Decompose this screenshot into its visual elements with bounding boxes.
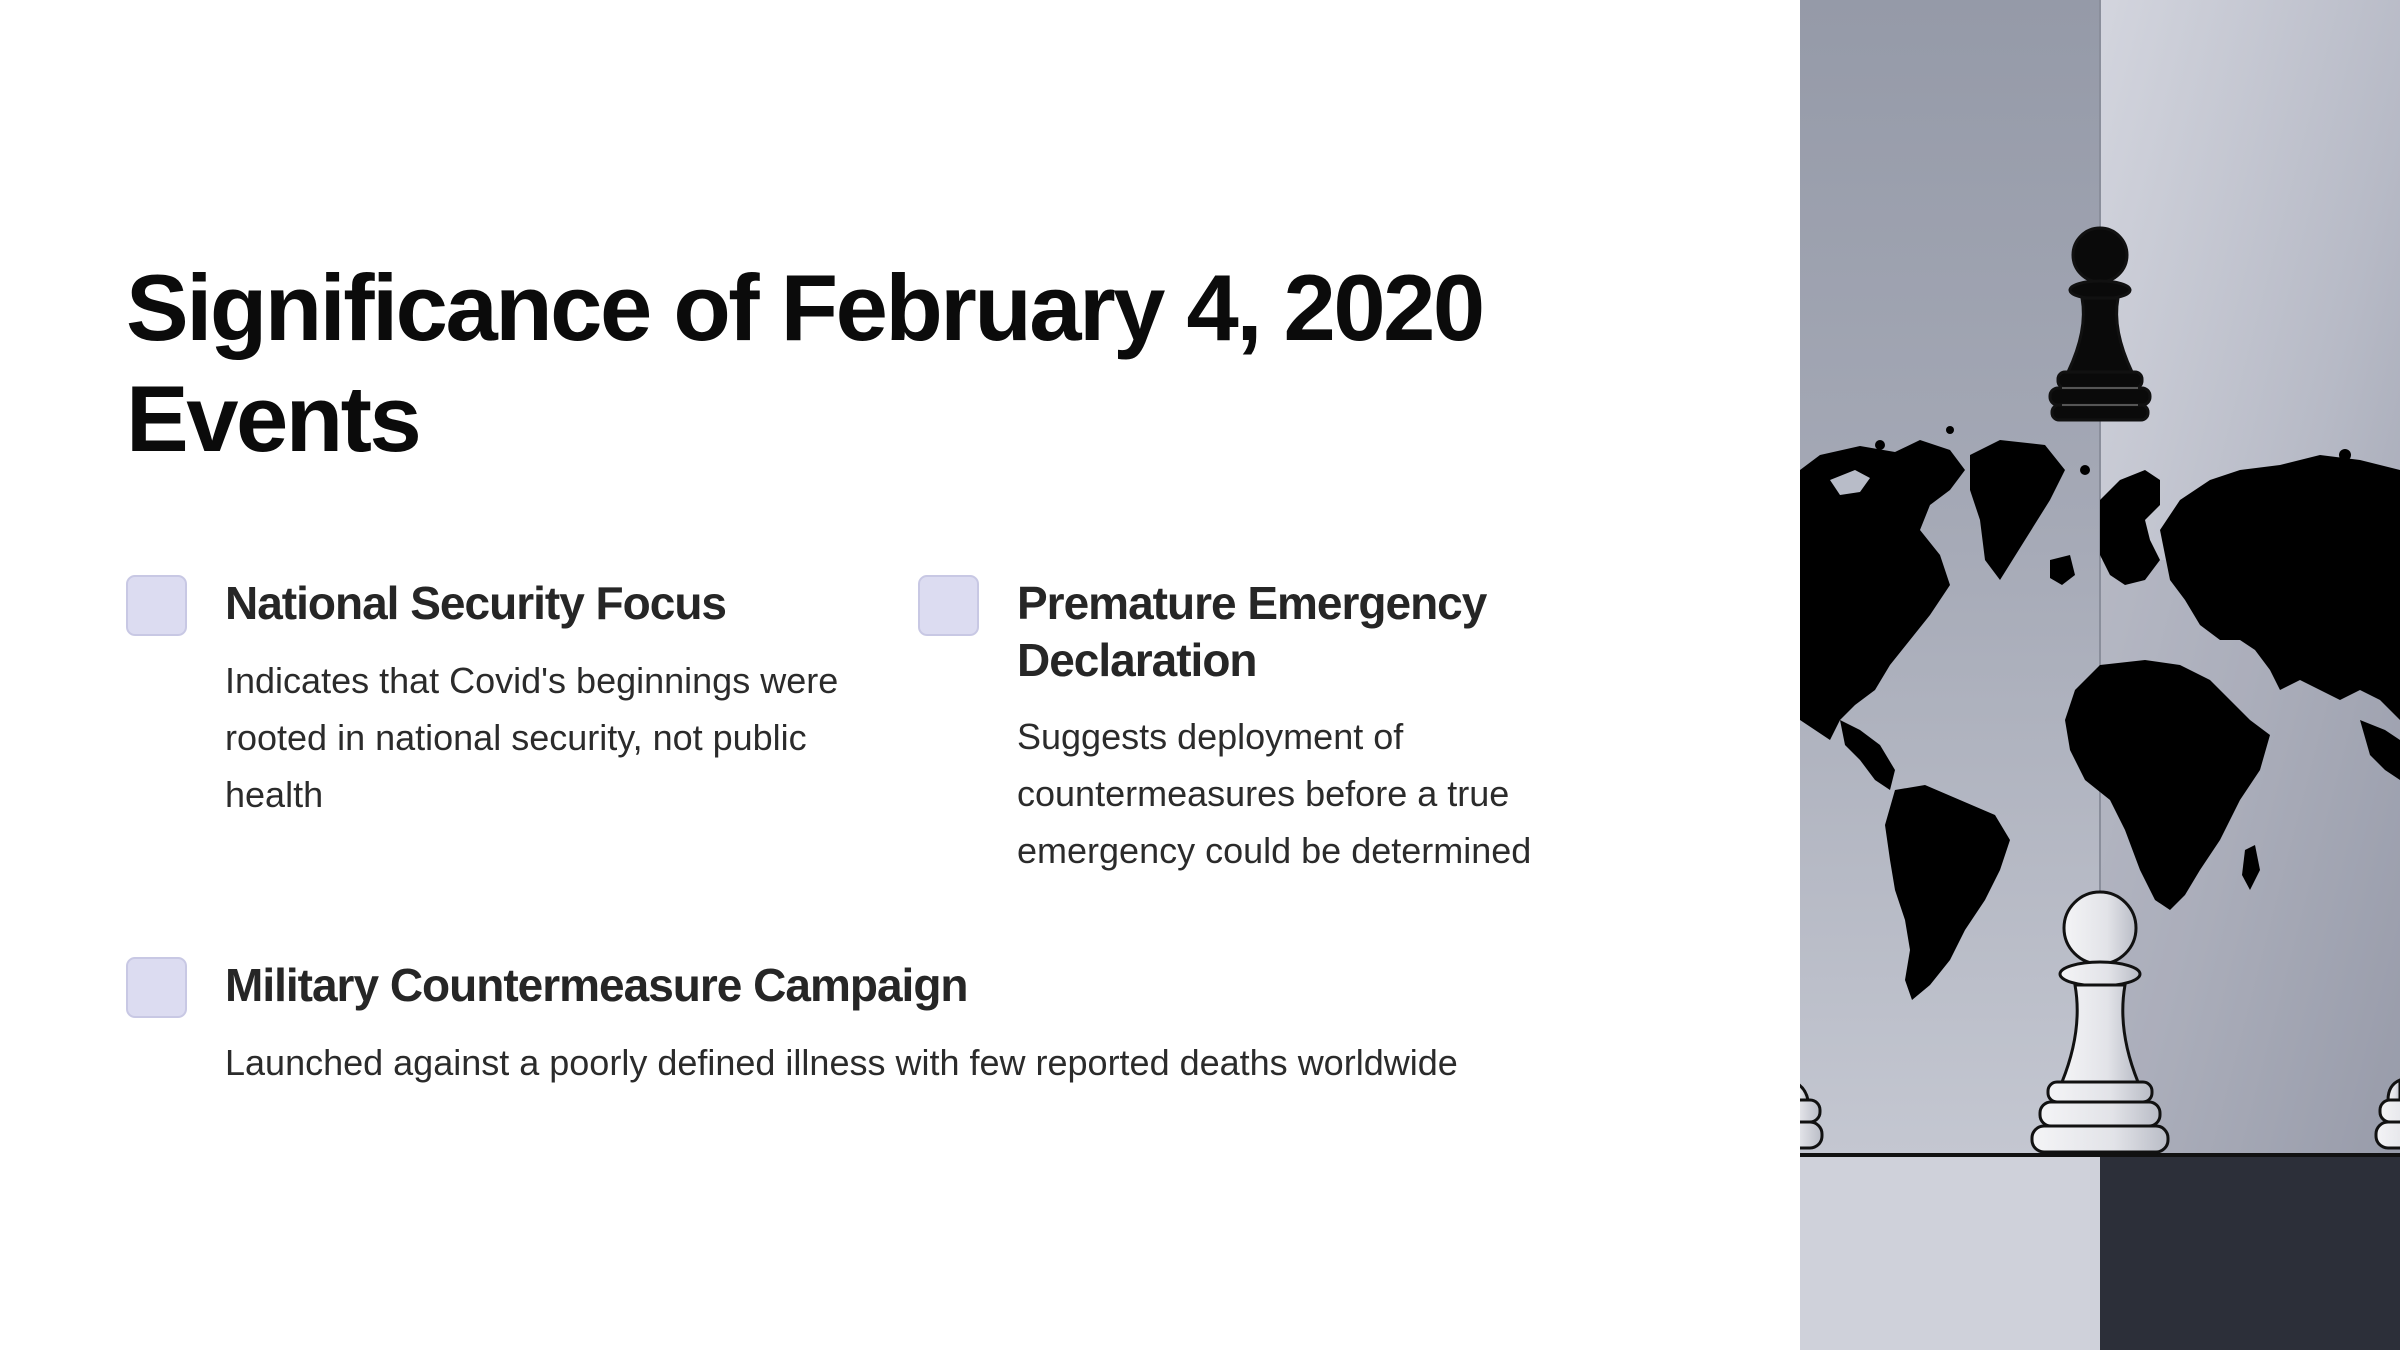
feature-description: Launched against a poorly defined illness with few reported deaths worldwide (225, 1042, 1458, 1083)
feature-description: Indicates that Covid's beginnings were rooted in national security, not public health (225, 660, 839, 815)
feature-title: National Security Focus (225, 577, 727, 629)
bullet-square-icon (126, 575, 187, 636)
feature-title: Military Countermeasure Campaign (225, 959, 968, 1011)
slide-title: Significance of February 4, 2020 Events (126, 255, 1483, 471)
chess-world-map-illustration (1800, 0, 2400, 1350)
floor-dark (2100, 1155, 2400, 1350)
feature-title: Premature Emergency Declaration (1017, 577, 1487, 686)
feature-description: Suggests deployment of countermeasures before a true emergency could be determined (1017, 716, 1532, 871)
bullet-square-icon (918, 575, 979, 636)
illustration-panel (1800, 0, 2400, 1350)
floor-light (1800, 1155, 2100, 1350)
bullet-square-icon (126, 957, 187, 1018)
